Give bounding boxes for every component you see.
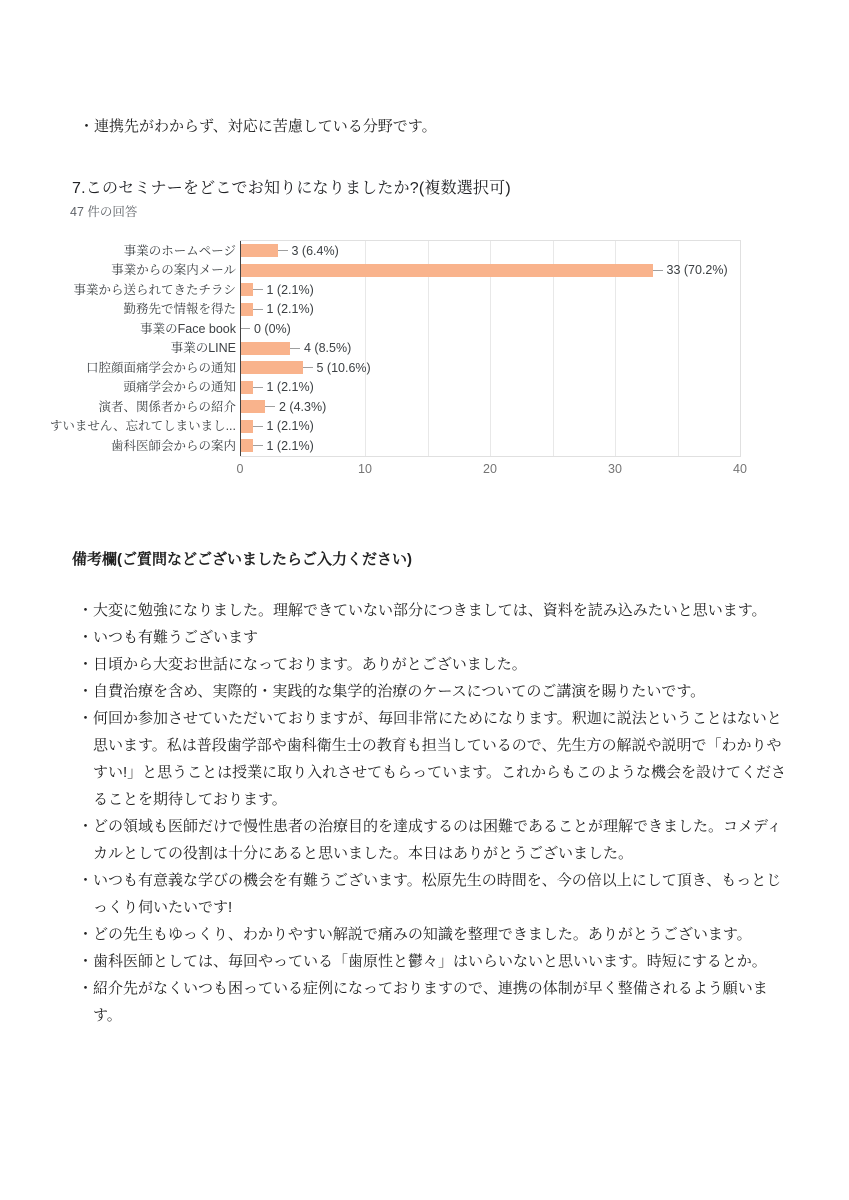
value-callout-line (303, 367, 313, 368)
bar (240, 303, 253, 316)
bar-row (240, 417, 740, 437)
remarks-heading: 備考欄(ご質問などございましたらご入力ください) (72, 551, 412, 568)
response-count: 47 件の回答 (70, 205, 138, 219)
bar (240, 342, 290, 355)
free-response-note: ・連携先がわからず、対応に苦慮している分野です。 (79, 118, 437, 135)
value-callout-line (253, 289, 263, 290)
comment-item: ・自費治療を含め、実際的・実践的な集学的治療のケースについてのご講演を賜りたいです。 (78, 683, 706, 700)
comment-item: ・大変に勉強になりました。理解できていない部分につきましては、資料を読み込みたいと思います。 (78, 602, 767, 619)
bar-row (240, 280, 740, 300)
bar-row (240, 397, 740, 417)
category-label: 事業のホームページ (123, 243, 236, 258)
category-label: 事業から送られてきたチラシ (73, 282, 236, 297)
x-tick-label: 20 (483, 462, 497, 476)
category-label: 頭痛学会からの通知 (123, 380, 236, 395)
value-callout-line (290, 348, 300, 349)
bar (240, 283, 253, 296)
comments-list (78, 597, 794, 1029)
bar (240, 244, 278, 257)
comment-item: ・どの先生もゆっくり、わかりやすい解説で痛みの知識を整理できました。ありがとうございます。 (78, 926, 752, 943)
bar-row (240, 300, 740, 320)
value-callout-line (653, 270, 663, 271)
bar-value-label: 1 (2.1%) (266, 302, 314, 317)
chart-category-labels (50, 240, 240, 457)
bar-row (240, 358, 740, 378)
category-label: 事業のFace book (140, 321, 236, 336)
x-tick-label: 40 (733, 462, 747, 476)
y-axis-baseline (240, 241, 241, 456)
question-title: 7.このセミナーをどこでお知りになりましたか?(複数選択可) (72, 180, 511, 197)
x-tick-label: 10 (358, 462, 372, 476)
bar (240, 400, 265, 413)
comment-item: ・いつも有意義な学びの機会を有難うございます。松原先生の時間を、今の倍以上にして頂き、もっとじっくり伺いたいです! (78, 872, 782, 916)
bar-chart (50, 240, 750, 477)
bar (240, 439, 253, 452)
bar-value-label: 1 (2.1%) (266, 380, 314, 395)
bar (240, 381, 253, 394)
category-label: 事業からの案内メール (111, 263, 236, 278)
bar-value-label: 5 (10.6%) (316, 360, 371, 375)
bar-value-label: 0 (0%) (254, 321, 291, 336)
bar-value-label: 1 (2.1%) (266, 438, 314, 453)
bar-row (240, 436, 740, 456)
value-callout-line (253, 445, 263, 446)
category-label: 事業のLINE (170, 341, 236, 356)
bar-row (240, 241, 740, 261)
bar-row (240, 378, 740, 398)
chart-body (50, 240, 750, 457)
value-callout-line (278, 250, 288, 251)
comment-item: ・歯科医師としては、毎回やっている「歯原性と鬱々」はいらいないと思いいます。時短にするとか。 (78, 953, 767, 970)
category-label: 演者、関係者からの紹介 (98, 399, 236, 414)
bar-row (240, 339, 740, 359)
bar-value-label: 4 (8.5%) (304, 341, 352, 356)
category-label: 勤務先で情報を得た (123, 302, 236, 317)
bar-value-label: 3 (6.4%) (291, 243, 339, 258)
bar-value-label: 2 (4.3%) (279, 399, 327, 414)
x-tick-label: 30 (608, 462, 622, 476)
bar-row (240, 261, 740, 281)
x-tick-label: 0 (236, 462, 244, 476)
comment-item: ・いつも有難うございます (78, 629, 259, 646)
category-label: 歯科医師会からの案内 (110, 438, 236, 453)
comment-item: ・日頃から大変お世話になっております。ありがとございました。 (78, 656, 527, 673)
comment-item: ・何回か参加させていただいておりますが、毎回非常にためになります。釈迦に説法ということはないと思います。私は普段歯学部や歯科衛生士の教育も担当しているので、先生方の解説や説明で「わかりやすい!」と思うことは授業に取り入れさせてもらっています。これからもこのような機会を設けてくださることを期待しております。 (78, 710, 786, 808)
bar (240, 420, 253, 433)
chart-x-axis (236, 457, 747, 477)
bar-row (240, 319, 740, 339)
value-callout-line (240, 328, 250, 329)
chart-plot-area (240, 240, 741, 457)
value-callout-line (253, 426, 263, 427)
value-callout-line (253, 387, 263, 388)
comment-item: ・紹介先がなくいつも困っている症例になっておりますので、連携の体制が早く整備されるよう願います。 (78, 980, 768, 1024)
value-callout-line (265, 406, 275, 407)
bar-value-label: 1 (2.1%) (266, 419, 314, 434)
bar-value-label: 1 (2.1%) (266, 282, 314, 297)
category-label: すいません、忘れてしまいまし... (50, 419, 236, 434)
bar-value-label: 33 (70.2%) (666, 263, 728, 278)
value-callout-line (253, 309, 263, 310)
category-label: 口腔顔面痛学会からの通知 (85, 360, 236, 375)
bar (240, 361, 303, 374)
comment-item: ・どの領域も医師だけで慢性患者の治療目的を達成するのは困難であることが理解できました。コメディカルとしての役割は十分にあると思いました。本日はありがとうございました。 (78, 818, 782, 862)
bar (240, 264, 653, 277)
